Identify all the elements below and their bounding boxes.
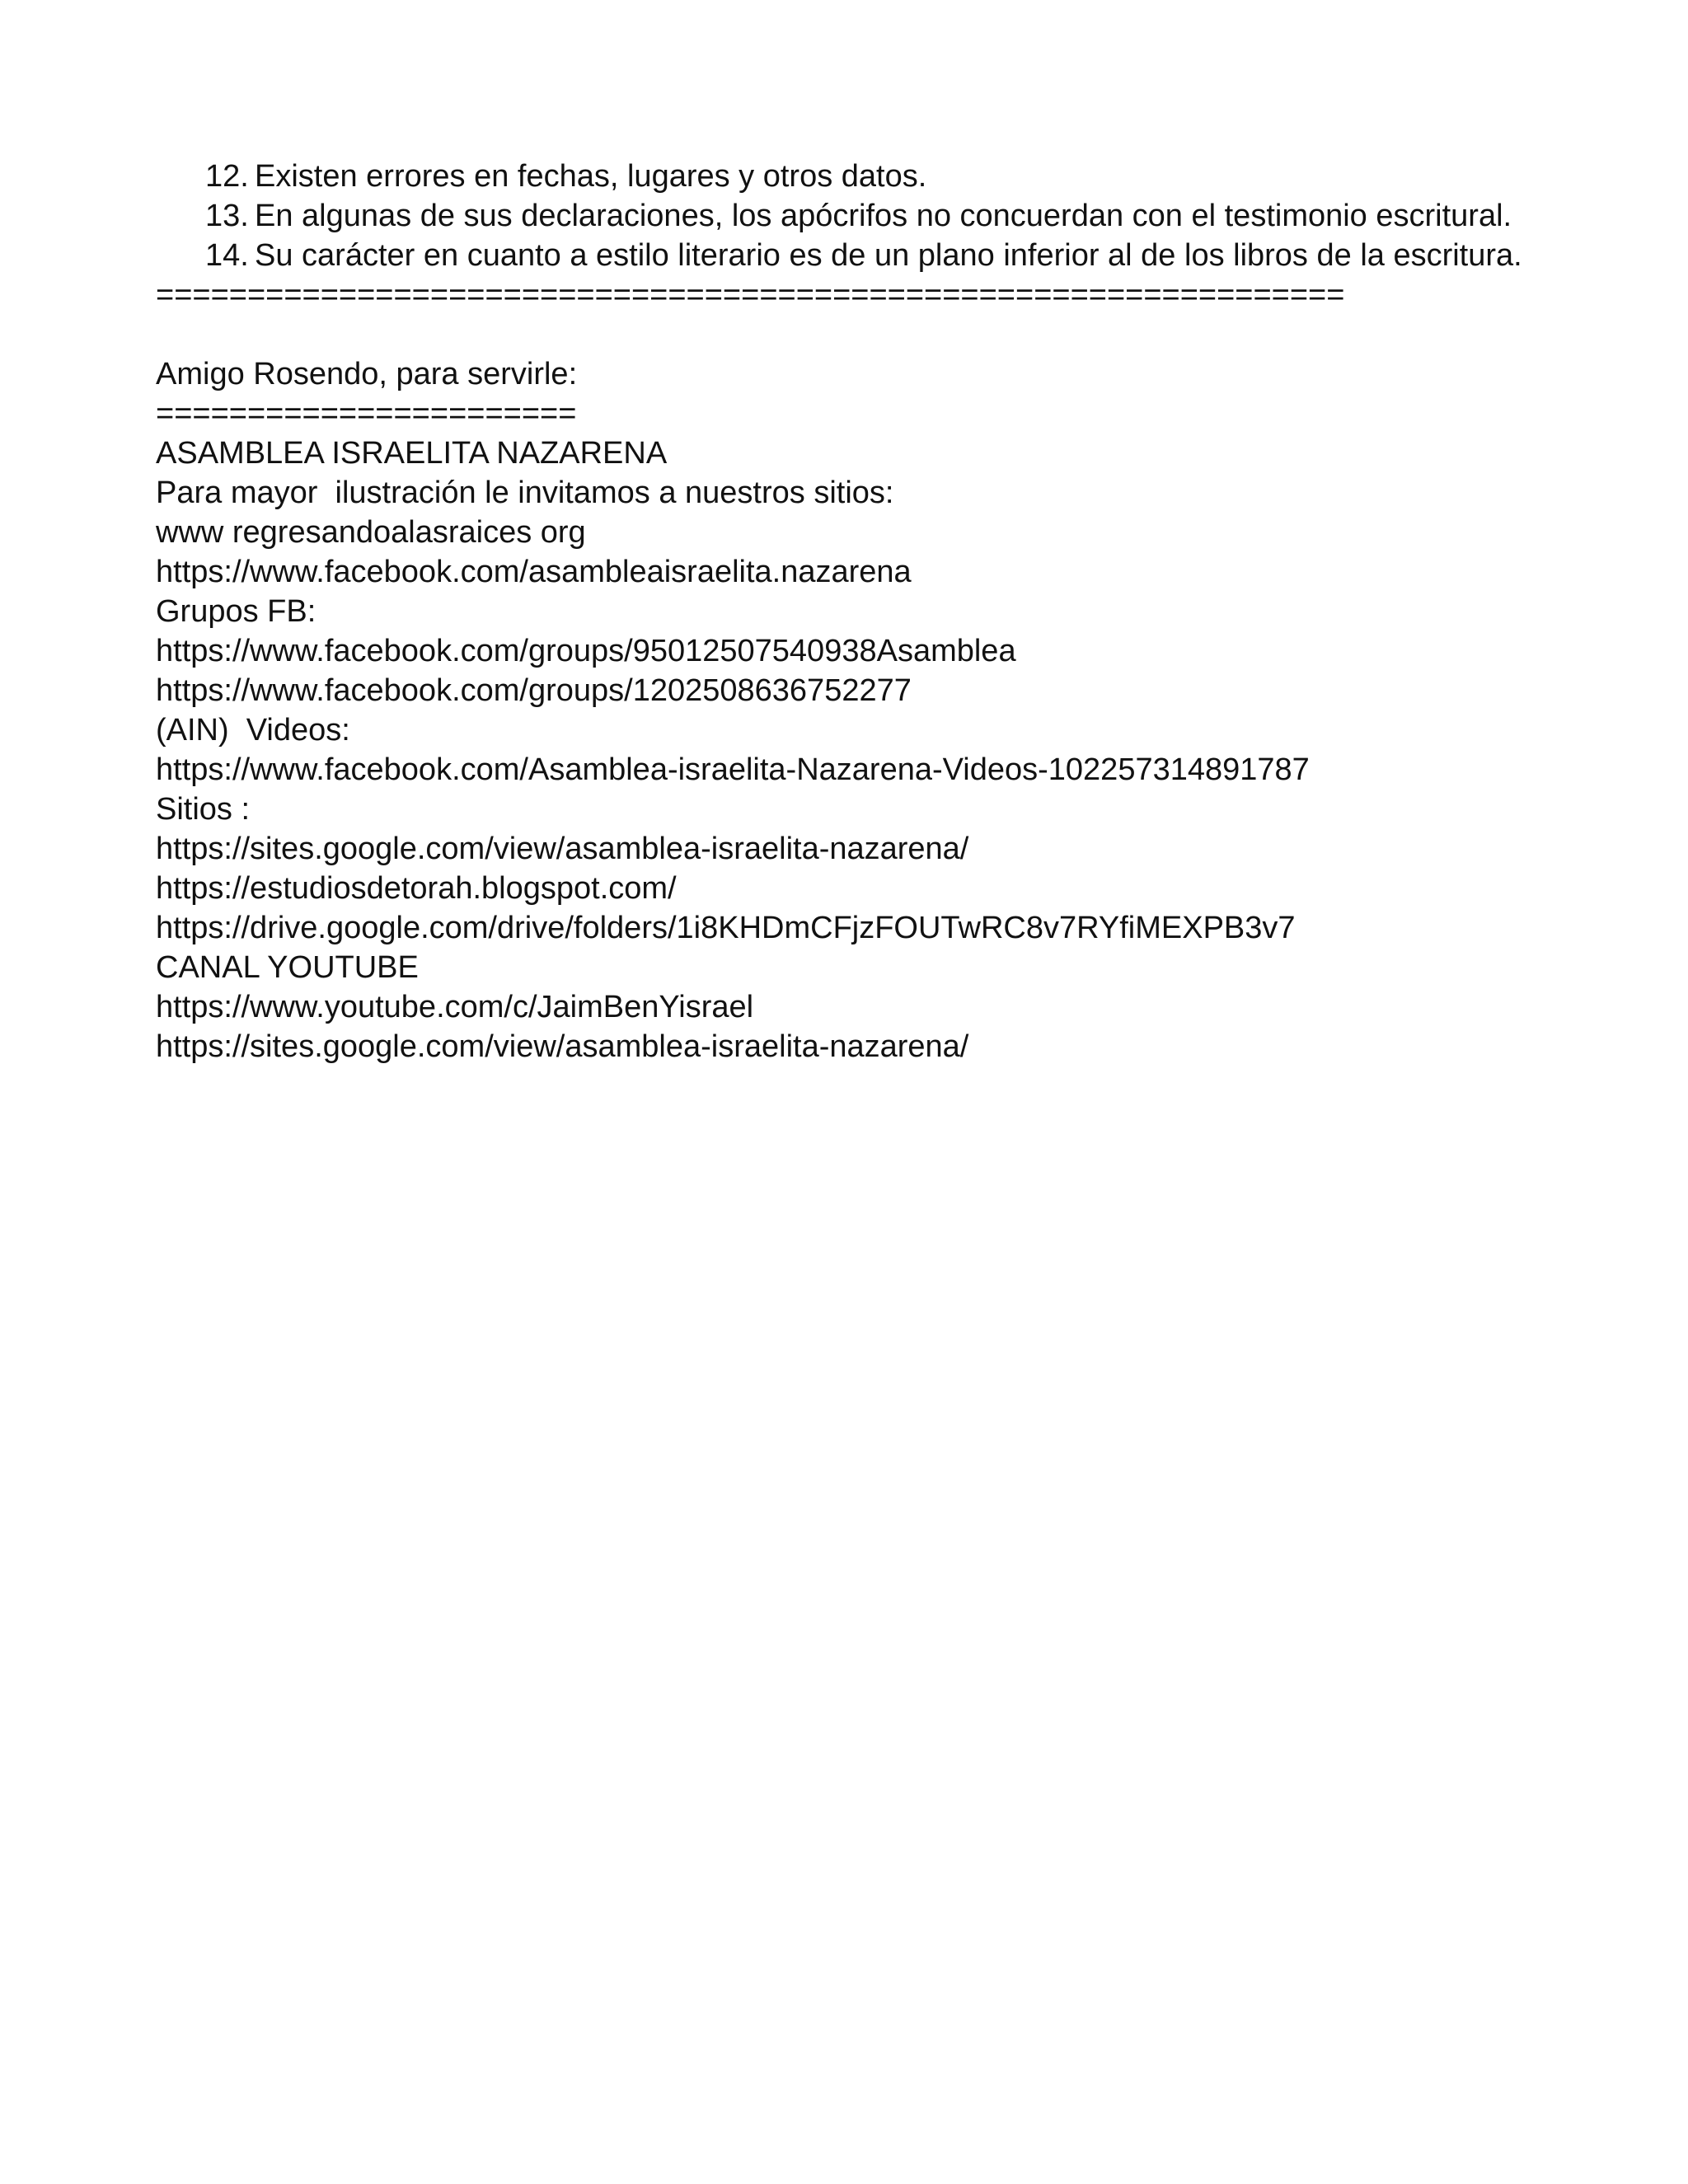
separator-line: =================================================================: [156, 278, 1345, 312]
google-drive-link[interactable]: https://drive.google.com/drive/folders/1i8KHDmCFjzFOUTwRC8v7RYfiMEXPB3v7: [156, 911, 1296, 945]
facebook-page-link[interactable]: https://www.facebook.com/asambleaisraelita.nazarena: [156, 555, 912, 589]
greeting: Amigo Rosendo, para servirle:: [156, 357, 578, 391]
videos-link[interactable]: https://www.facebook.com/Asamblea-israelita-Nazarena-Videos-102257314891787: [156, 752, 1310, 787]
videos-label: (AIN) Videos:: [156, 713, 350, 748]
list-item: [156, 196, 1540, 236]
separator-short: =======================: [156, 396, 577, 431]
google-site-link-repeat[interactable]: https://sites.google.com/view/asamblea-israelita-nazarena/: [156, 1029, 969, 1064]
list-item-text: En algunas de sus declaraciones, los apócrifos no concuerdan con el testimonio escritural.: [255, 199, 1512, 233]
website-text: www regresandoalasraices org: [156, 515, 586, 550]
list-item-text: Existen errores en fechas, lugares y otros datos.: [255, 159, 927, 194]
list-item: [156, 157, 1540, 196]
blogspot-link[interactable]: https://estudiosdetorah.blogspot.com/: [156, 871, 677, 906]
blank-line: [156, 315, 1540, 354]
youtube-label: CANAL YOUTUBE: [156, 950, 419, 985]
numbered-list: [156, 157, 1540, 275]
groups-label: Grupos FB:: [156, 594, 316, 629]
facebook-group-link-1[interactable]: https://www.facebook.com/groups/95012507540938Asamblea: [156, 634, 1016, 668]
list-item-number: 13.: [205, 199, 249, 233]
list-item-text: Su carácter en cuanto a estilo literario es de un plano inferior al de los libros de la escritura.: [255, 238, 1522, 273]
facebook-group-link-2[interactable]: https://www.facebook.com/groups/1202508636752277: [156, 673, 912, 708]
list-item-number: 12.: [205, 159, 249, 194]
list-item: [156, 236, 1540, 275]
invite-text: Para mayor ilustración le invitamos a nuestros sitios:: [156, 476, 894, 510]
document-body: [156, 157, 1540, 1066]
sites-label: Sitios :: [156, 792, 251, 827]
org-name: ASAMBLEA ISRAELITA NAZARENA: [156, 436, 668, 471]
youtube-channel-link[interactable]: https://www.youtube.com/c/JaimBenYisrael: [156, 990, 754, 1024]
google-site-link[interactable]: https://sites.google.com/view/asamblea-israelita-nazarena/: [156, 832, 969, 866]
list-item-number: 14.: [205, 238, 249, 273]
